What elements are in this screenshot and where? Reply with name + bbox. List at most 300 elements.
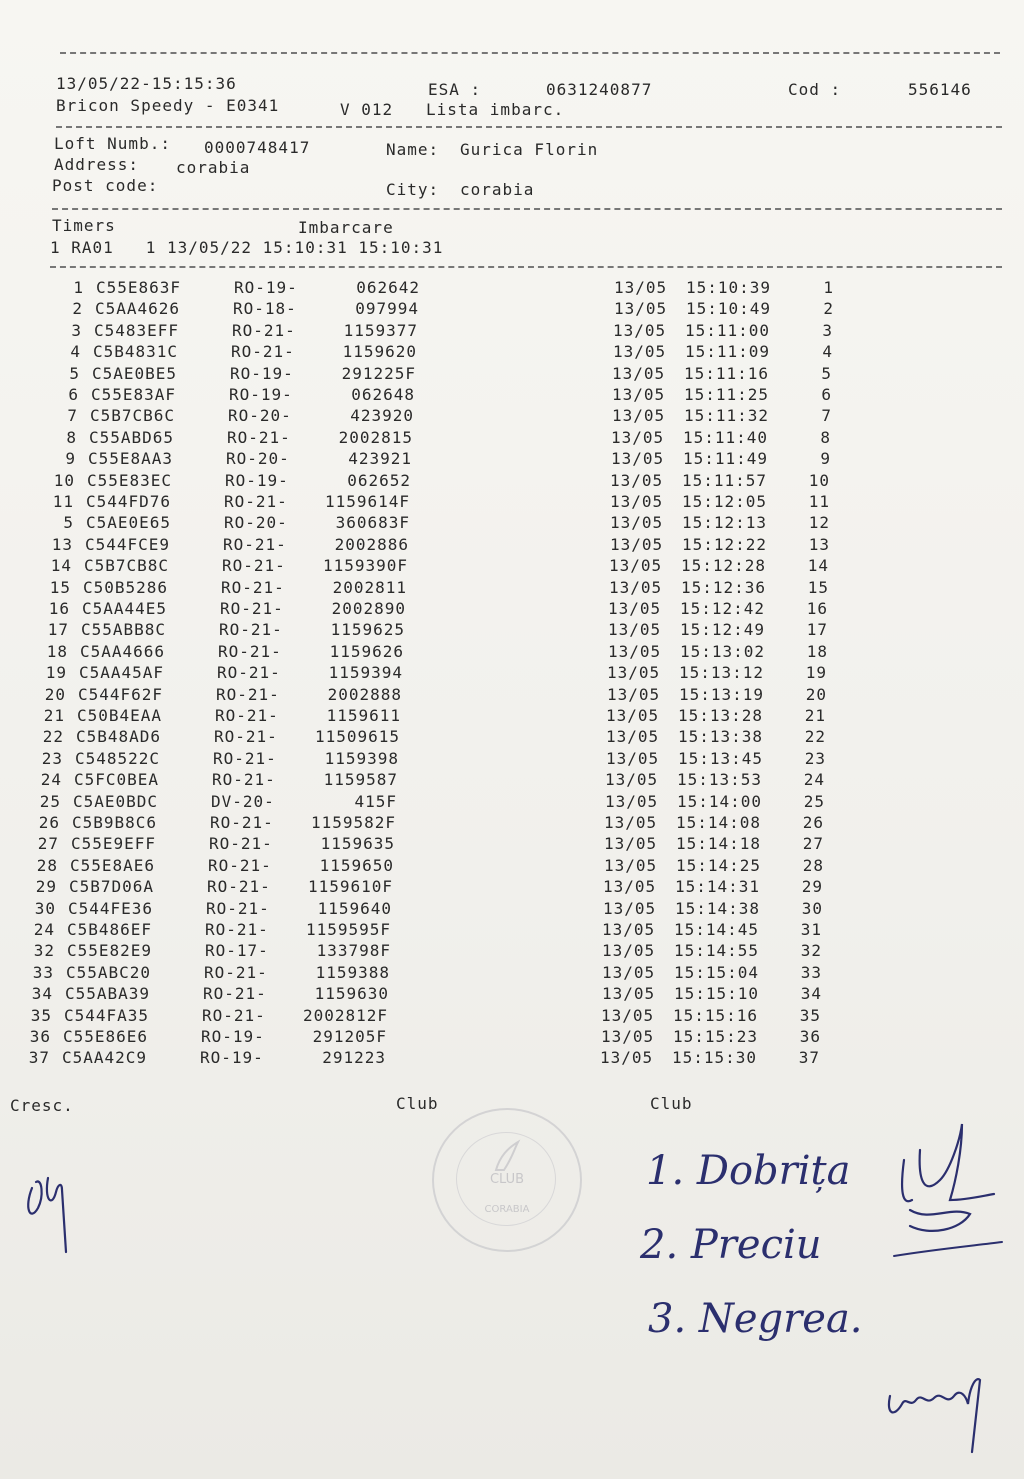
handwritten-name: 1. Dobrița — [646, 1148, 851, 1194]
arrival-time: 15:13:53 — [677, 770, 763, 790]
arrival-time: 15:14:45 — [674, 920, 760, 939]
arrival-date: 13/05 — [602, 920, 656, 939]
ring-prefix: RO-19- — [234, 278, 298, 297]
arrival-time: 15:15:16 — [673, 1005, 759, 1025]
ring-prefix: RO-21- — [216, 684, 280, 704]
ring-prefix: RO-21- — [203, 984, 267, 1004]
position: 9 — [820, 449, 831, 469]
separator-line — [60, 52, 1000, 54]
address-label: Address: — [54, 155, 140, 174]
arrival-time: 15:13:45 — [678, 748, 764, 768]
chip-id: C5AA45AF — [79, 663, 165, 683]
chip-id: C5B48AD6 — [76, 727, 162, 747]
chip-id: C55E86E6 — [63, 1027, 149, 1046]
list-row — [0, 599, 1024, 620]
cod-label: Cod : — [788, 80, 842, 99]
ring-number: 1159398 — [324, 748, 399, 768]
position: 27 — [802, 834, 824, 854]
arrival-time: 15:15:30 — [672, 1048, 758, 1068]
position: 33 — [800, 962, 822, 982]
list-row — [0, 663, 1024, 684]
ring-prefix: RO-21- — [221, 577, 285, 597]
row-index: 13 — [51, 534, 73, 554]
arrival-date: 13/05 — [606, 748, 660, 768]
arrival-time: 15:12:22 — [682, 534, 768, 554]
chip-id: C55E82E9 — [67, 941, 153, 961]
ring-prefix: RO-19- — [200, 1048, 264, 1068]
arrival-time: 15:11:25 — [684, 385, 770, 404]
position: 37 — [798, 1048, 820, 1068]
ring-prefix: RO-20- — [228, 406, 292, 426]
arrival-date: 13/05 — [604, 813, 658, 832]
ring-prefix: RO-21- — [208, 855, 272, 875]
list-row — [0, 834, 1024, 855]
arrival-date: 13/05 — [602, 962, 656, 982]
list-row — [0, 556, 1024, 577]
chip-id: C50B4EAA — [77, 706, 163, 725]
breeder-label: Cresc. — [10, 1096, 74, 1115]
row-index: 10 — [53, 470, 75, 490]
ring-prefix: RO-21- — [212, 770, 276, 790]
arrival-date: 13/05 — [606, 706, 660, 725]
position: 25 — [803, 791, 825, 811]
position: 14 — [807, 556, 829, 576]
list-row — [0, 963, 1024, 984]
ring-number: 062648 — [351, 385, 415, 404]
ring-prefix: RO-21- — [219, 620, 283, 640]
loft-number-label: Loft Numb.: — [54, 134, 171, 153]
ring-prefix: RO-21- — [206, 898, 270, 918]
position: 10 — [808, 470, 830, 490]
ring-number: 423920 — [350, 406, 414, 426]
ring-number: 1159582F — [310, 813, 396, 832]
arrival-date: 13/05 — [607, 663, 661, 683]
ring-number: 1159630 — [314, 984, 389, 1004]
row-index: 6 — [68, 385, 79, 404]
list-row — [0, 877, 1024, 898]
arrival-time: 15:11:16 — [684, 363, 770, 383]
chip-id: C55E8AA3 — [88, 449, 174, 469]
position: 26 — [802, 813, 824, 832]
arrival-date: 13/05 — [610, 470, 664, 490]
ring-prefix: RO-21- — [209, 834, 273, 854]
row-index: 16 — [48, 599, 70, 618]
row-index: 9 — [65, 449, 76, 469]
chip-id: C55ABD65 — [89, 427, 175, 447]
name-label: Name: — [386, 140, 440, 159]
arrival-time: 15:11:09 — [685, 342, 771, 362]
list-row — [0, 620, 1024, 641]
ring-prefix: RO-18- — [233, 299, 297, 319]
row-index: 5 — [69, 363, 80, 383]
arrival-date: 13/05 — [611, 449, 665, 469]
arrival-time: 15:15:10 — [674, 984, 760, 1004]
position: 23 — [804, 748, 826, 768]
arrival-time: 15:11:40 — [683, 427, 769, 447]
arrival-date: 13/05 — [612, 385, 666, 404]
position: 4 — [822, 342, 833, 362]
ring-number: 1159388 — [315, 962, 390, 982]
list-row — [0, 321, 1024, 342]
arrival-time: 15:12:36 — [681, 577, 767, 597]
row-index: 32 — [33, 941, 55, 961]
ring-prefix: RO-19- — [201, 1027, 265, 1046]
row-index: 26 — [38, 813, 60, 832]
chip-id: C55ABC20 — [66, 962, 152, 982]
separator-line — [52, 208, 1002, 210]
arrival-date: 13/05 — [608, 641, 662, 661]
chip-id: C5AE0BE5 — [92, 363, 178, 383]
row-index: 15 — [49, 577, 71, 597]
separator-line — [56, 126, 1002, 128]
chip-id: C55E8AE6 — [70, 855, 156, 875]
list-row — [0, 449, 1024, 470]
ring-number: 097994 — [355, 299, 419, 319]
ring-prefix: RO-21- — [210, 813, 274, 832]
ring-number: 291223 — [322, 1048, 386, 1068]
list-row — [0, 941, 1024, 962]
ring-prefix: RO-20- — [224, 513, 288, 533]
ring-prefix: RO-21- — [218, 641, 282, 661]
chip-id: C55E83EC — [87, 470, 173, 490]
delegate-signature — [890, 1110, 1010, 1280]
ring-prefix: RO-21- — [232, 320, 296, 340]
chip-id: C5AA4626 — [95, 299, 181, 319]
arrival-date: 13/05 — [613, 320, 667, 340]
row-index: 23 — [41, 748, 63, 768]
city-label: City: — [386, 180, 440, 199]
arrival-time: 15:11:00 — [685, 320, 771, 340]
position: 11 — [808, 492, 830, 511]
chip-id: C544FE36 — [68, 898, 154, 918]
ring-prefix: RO-21- — [215, 706, 279, 725]
loft-number-value: 0000748417 — [204, 138, 311, 157]
ring-number: 1159610F — [307, 877, 393, 897]
position: 24 — [803, 770, 825, 790]
chip-id: C544F62F — [78, 684, 164, 704]
arrival-date: 13/05 — [601, 1027, 655, 1046]
chip-id: C5B7CB8C — [84, 556, 170, 576]
chip-id: C55E9EFF — [71, 834, 157, 854]
position: 18 — [806, 641, 828, 661]
ring-number: 133798F — [316, 941, 391, 961]
stamp-text: CLUB — [489, 1172, 525, 1187]
list-row — [0, 727, 1024, 748]
list-row — [0, 706, 1024, 727]
arrival-date: 13/05 — [602, 941, 656, 961]
handwritten-name: 2. Preciu — [640, 1222, 822, 1268]
row-index: 33 — [32, 962, 54, 982]
arrival-date: 13/05 — [606, 727, 660, 747]
chip-id: C5B9B8C6 — [72, 813, 158, 832]
timers-label: Timers — [52, 216, 116, 235]
list-row — [0, 642, 1024, 663]
list-row — [0, 856, 1024, 877]
position: 34 — [800, 984, 822, 1004]
ring-prefix: RO-20- — [226, 449, 290, 469]
club-label: Club — [396, 1094, 439, 1113]
position: 28 — [802, 855, 824, 875]
chip-id: C5AE0BDC — [73, 791, 159, 811]
arrival-time: 15:15:23 — [673, 1027, 759, 1046]
arrival-date: 13/05 — [613, 342, 667, 362]
ring-number: 062642 — [356, 278, 420, 297]
esa-label: ESA : — [428, 80, 482, 99]
ring-number: 1159650 — [319, 855, 394, 875]
ring-prefix: RO-21- — [205, 920, 269, 939]
list-row — [0, 428, 1024, 449]
list-row — [0, 984, 1024, 1005]
ring-number: 2002890 — [331, 599, 406, 618]
ring-number: 291225F — [341, 363, 416, 383]
ring-prefix: RO-21- — [217, 663, 281, 683]
list-row — [0, 492, 1024, 513]
postcode-label: Post code: — [52, 176, 159, 195]
arrival-time: 15:14:31 — [675, 877, 761, 897]
row-index: 1 — [73, 278, 84, 297]
position: 31 — [800, 920, 822, 939]
ring-prefix: RO-21- — [231, 342, 295, 362]
ring-number: 1159635 — [320, 834, 395, 854]
list-row — [0, 342, 1024, 363]
arrival-date: 13/05 — [608, 620, 662, 640]
position: 8 — [820, 427, 831, 447]
row-index: 18 — [46, 641, 68, 661]
ring-number: 1159587 — [323, 770, 398, 790]
bird-icon — [490, 1136, 524, 1174]
arrival-date: 13/05 — [601, 1005, 655, 1025]
row-index: 4 — [70, 342, 81, 362]
row-index: 35 — [30, 1005, 52, 1025]
esa-value: 0631240877 — [546, 80, 653, 99]
list-row — [0, 364, 1024, 385]
list-row — [0, 920, 1024, 941]
position: 13 — [808, 534, 830, 554]
ring-number: 1159611 — [326, 706, 401, 725]
row-index: 19 — [45, 663, 67, 683]
position: 2 — [823, 299, 834, 319]
list-row — [0, 1006, 1024, 1027]
row-index: 2 — [72, 299, 83, 319]
position: 1 — [823, 278, 834, 297]
row-index: 5 — [63, 513, 74, 533]
chip-id: C5AA4666 — [80, 641, 166, 661]
arrival-date: 13/05 — [603, 898, 657, 918]
list-row — [0, 513, 1024, 534]
row-index: 8 — [66, 427, 77, 447]
position: 17 — [806, 620, 828, 640]
chip-id: C5B7CB6C — [90, 406, 176, 426]
chip-id: C5483EFF — [94, 320, 180, 340]
ring-prefix: RO-21- — [213, 748, 277, 768]
row-index: 3 — [71, 320, 82, 340]
ring-number: 2002811 — [332, 577, 407, 597]
chip-id: C544FD76 — [86, 492, 172, 511]
position: 30 — [801, 898, 823, 918]
row-index: 24 — [33, 920, 55, 939]
position: 20 — [805, 684, 827, 704]
arrival-time: 15:13:12 — [679, 663, 765, 683]
chip-id: C5AA42C9 — [62, 1048, 148, 1068]
device-name: Bricon Speedy - E0341 — [56, 96, 280, 115]
list-row — [0, 749, 1024, 770]
imbarcare-label: Imbarcare — [298, 218, 394, 237]
chip-id: C544FCE9 — [85, 534, 171, 554]
list-row — [0, 1048, 1024, 1069]
arrival-date: 13/05 — [607, 684, 661, 704]
arrival-time: 15:10:49 — [686, 299, 772, 319]
arrival-time: 15:12:42 — [680, 599, 766, 618]
ring-prefix: RO-21- — [214, 727, 278, 747]
document-title: Lista imbarc. — [426, 100, 565, 119]
chip-id: C544FA35 — [64, 1005, 150, 1025]
list-row — [0, 385, 1024, 406]
row-index: 20 — [44, 684, 66, 704]
arrival-time: 15:12:05 — [682, 492, 768, 511]
list-row — [0, 899, 1024, 920]
position: 32 — [800, 941, 822, 961]
arrival-time: 15:13:19 — [679, 684, 765, 704]
list-row — [0, 299, 1024, 320]
ring-number: 1159640 — [317, 898, 392, 918]
arrival-time: 15:12:49 — [680, 620, 766, 640]
ring-number: 291205F — [312, 1027, 387, 1046]
ring-prefix: RO-21- — [207, 877, 271, 897]
arrival-date: 13/05 — [614, 278, 668, 297]
arrival-date: 13/05 — [610, 534, 664, 554]
club-label: Club — [650, 1094, 693, 1113]
arrival-time: 15:11:49 — [683, 449, 769, 469]
position: 16 — [806, 599, 828, 618]
row-index: 22 — [42, 727, 64, 747]
position: 15 — [807, 577, 829, 597]
ring-prefix: RO-19- — [230, 363, 294, 383]
ring-number: 415F — [354, 791, 397, 811]
arrival-time: 15:12:28 — [681, 556, 767, 576]
position: 29 — [801, 877, 823, 897]
ring-number: 2002886 — [334, 534, 409, 554]
city-value: corabia — [460, 180, 535, 199]
arrival-date: 13/05 — [603, 877, 657, 897]
row-index: 30 — [34, 898, 56, 918]
arrival-date: 13/05 — [608, 599, 662, 618]
ring-number: 11509615 — [314, 727, 400, 747]
ring-number: 1159625 — [330, 620, 405, 640]
chip-id: C5B7D06A — [69, 877, 155, 897]
arrival-date: 13/05 — [609, 577, 663, 597]
arrival-time: 15:13:02 — [680, 641, 766, 661]
row-index: 21 — [43, 706, 65, 725]
delegate-signature — [880, 1356, 990, 1456]
cod-value: 556146 — [908, 80, 972, 99]
chip-id: C5AA44E5 — [82, 599, 168, 618]
address-value: corabia — [176, 158, 251, 177]
arrival-date: 13/05 — [612, 406, 666, 426]
chip-id: C5B4831C — [93, 342, 179, 362]
ring-number: 360683F — [335, 513, 410, 533]
arrival-date: 13/05 — [604, 834, 658, 854]
arrival-time: 15:14:18 — [676, 834, 762, 854]
ring-prefix: RO-21- — [223, 534, 287, 554]
row-index: 36 — [29, 1027, 51, 1046]
name-value: Gurica Florin — [460, 140, 599, 159]
chip-id: C55ABA39 — [65, 984, 151, 1004]
position: 12 — [808, 513, 830, 533]
arrival-date: 13/05 — [604, 855, 658, 875]
position: 21 — [804, 706, 826, 725]
handwritten-name: 3. Negrea. — [648, 1296, 863, 1342]
row-index: 25 — [39, 791, 61, 811]
ring-number: 1159620 — [342, 342, 417, 362]
row-index: 7 — [67, 406, 78, 426]
chip-id: C5B486EF — [67, 920, 153, 939]
position: 7 — [821, 406, 832, 426]
row-index: 28 — [36, 855, 58, 875]
arrival-date: 13/05 — [600, 1048, 654, 1068]
arrival-time: 15:14:38 — [675, 898, 761, 918]
list-row — [0, 770, 1024, 791]
position: 35 — [799, 1005, 821, 1025]
position: 6 — [821, 385, 832, 404]
arrival-date: 13/05 — [610, 492, 664, 511]
timer-row: 1 RA01 1 13/05/22 15:10:31 15:10:31 — [50, 238, 444, 257]
ring-prefix: RO-19- — [229, 385, 293, 404]
arrival-time: 15:12:13 — [682, 513, 768, 533]
ring-number: 1159377 — [343, 320, 418, 340]
position: 36 — [799, 1027, 821, 1046]
ring-number: 2002815 — [338, 427, 413, 447]
arrival-date: 13/05 — [612, 363, 666, 383]
position: 22 — [804, 727, 826, 747]
ring-prefix: RO-21- — [224, 492, 288, 511]
row-index: 14 — [50, 556, 72, 576]
row-index: 17 — [47, 620, 69, 640]
list-row — [0, 578, 1024, 599]
device-version: V 012 — [340, 100, 394, 119]
chip-id: C5AE0E65 — [86, 513, 172, 533]
arrival-time: 15:13:38 — [678, 727, 764, 747]
list-row — [0, 406, 1024, 427]
ring-prefix: RO-21- — [220, 599, 284, 618]
ring-prefix: RO-21- — [202, 1005, 266, 1025]
print-datetime: 13/05/22-15:15:36 — [56, 74, 237, 93]
ring-prefix: RO-21- — [227, 427, 291, 447]
list-row — [0, 1027, 1024, 1048]
arrival-time: 15:14:55 — [674, 941, 760, 961]
position: 3 — [822, 320, 833, 340]
ring-number: 1159394 — [328, 663, 403, 683]
ring-prefix: RO-21- — [204, 962, 268, 982]
ring-prefix: RO-19- — [225, 470, 289, 490]
arrival-time: 15:14:25 — [676, 855, 762, 875]
list-row — [0, 792, 1024, 813]
arrival-time: 15:11:57 — [682, 470, 768, 490]
ring-number: 1159614F — [324, 492, 410, 511]
arrival-date: 13/05 — [605, 770, 659, 790]
arrival-time: 15:10:39 — [686, 278, 772, 297]
ring-prefix: RO-17- — [205, 941, 269, 961]
ring-prefix: DV-20- — [211, 791, 275, 811]
chip-id: C55E863F — [96, 278, 182, 297]
arrival-date: 13/05 — [614, 299, 668, 319]
ring-number: 1159595F — [305, 920, 391, 939]
arrival-date: 13/05 — [602, 984, 656, 1004]
chip-id: C55E83AF — [91, 385, 177, 404]
arrival-time: 15:13:28 — [678, 706, 764, 725]
stamp-text: CORABIA — [484, 1204, 530, 1215]
arrival-date: 13/05 — [609, 556, 663, 576]
club-stamp — [432, 1108, 582, 1252]
